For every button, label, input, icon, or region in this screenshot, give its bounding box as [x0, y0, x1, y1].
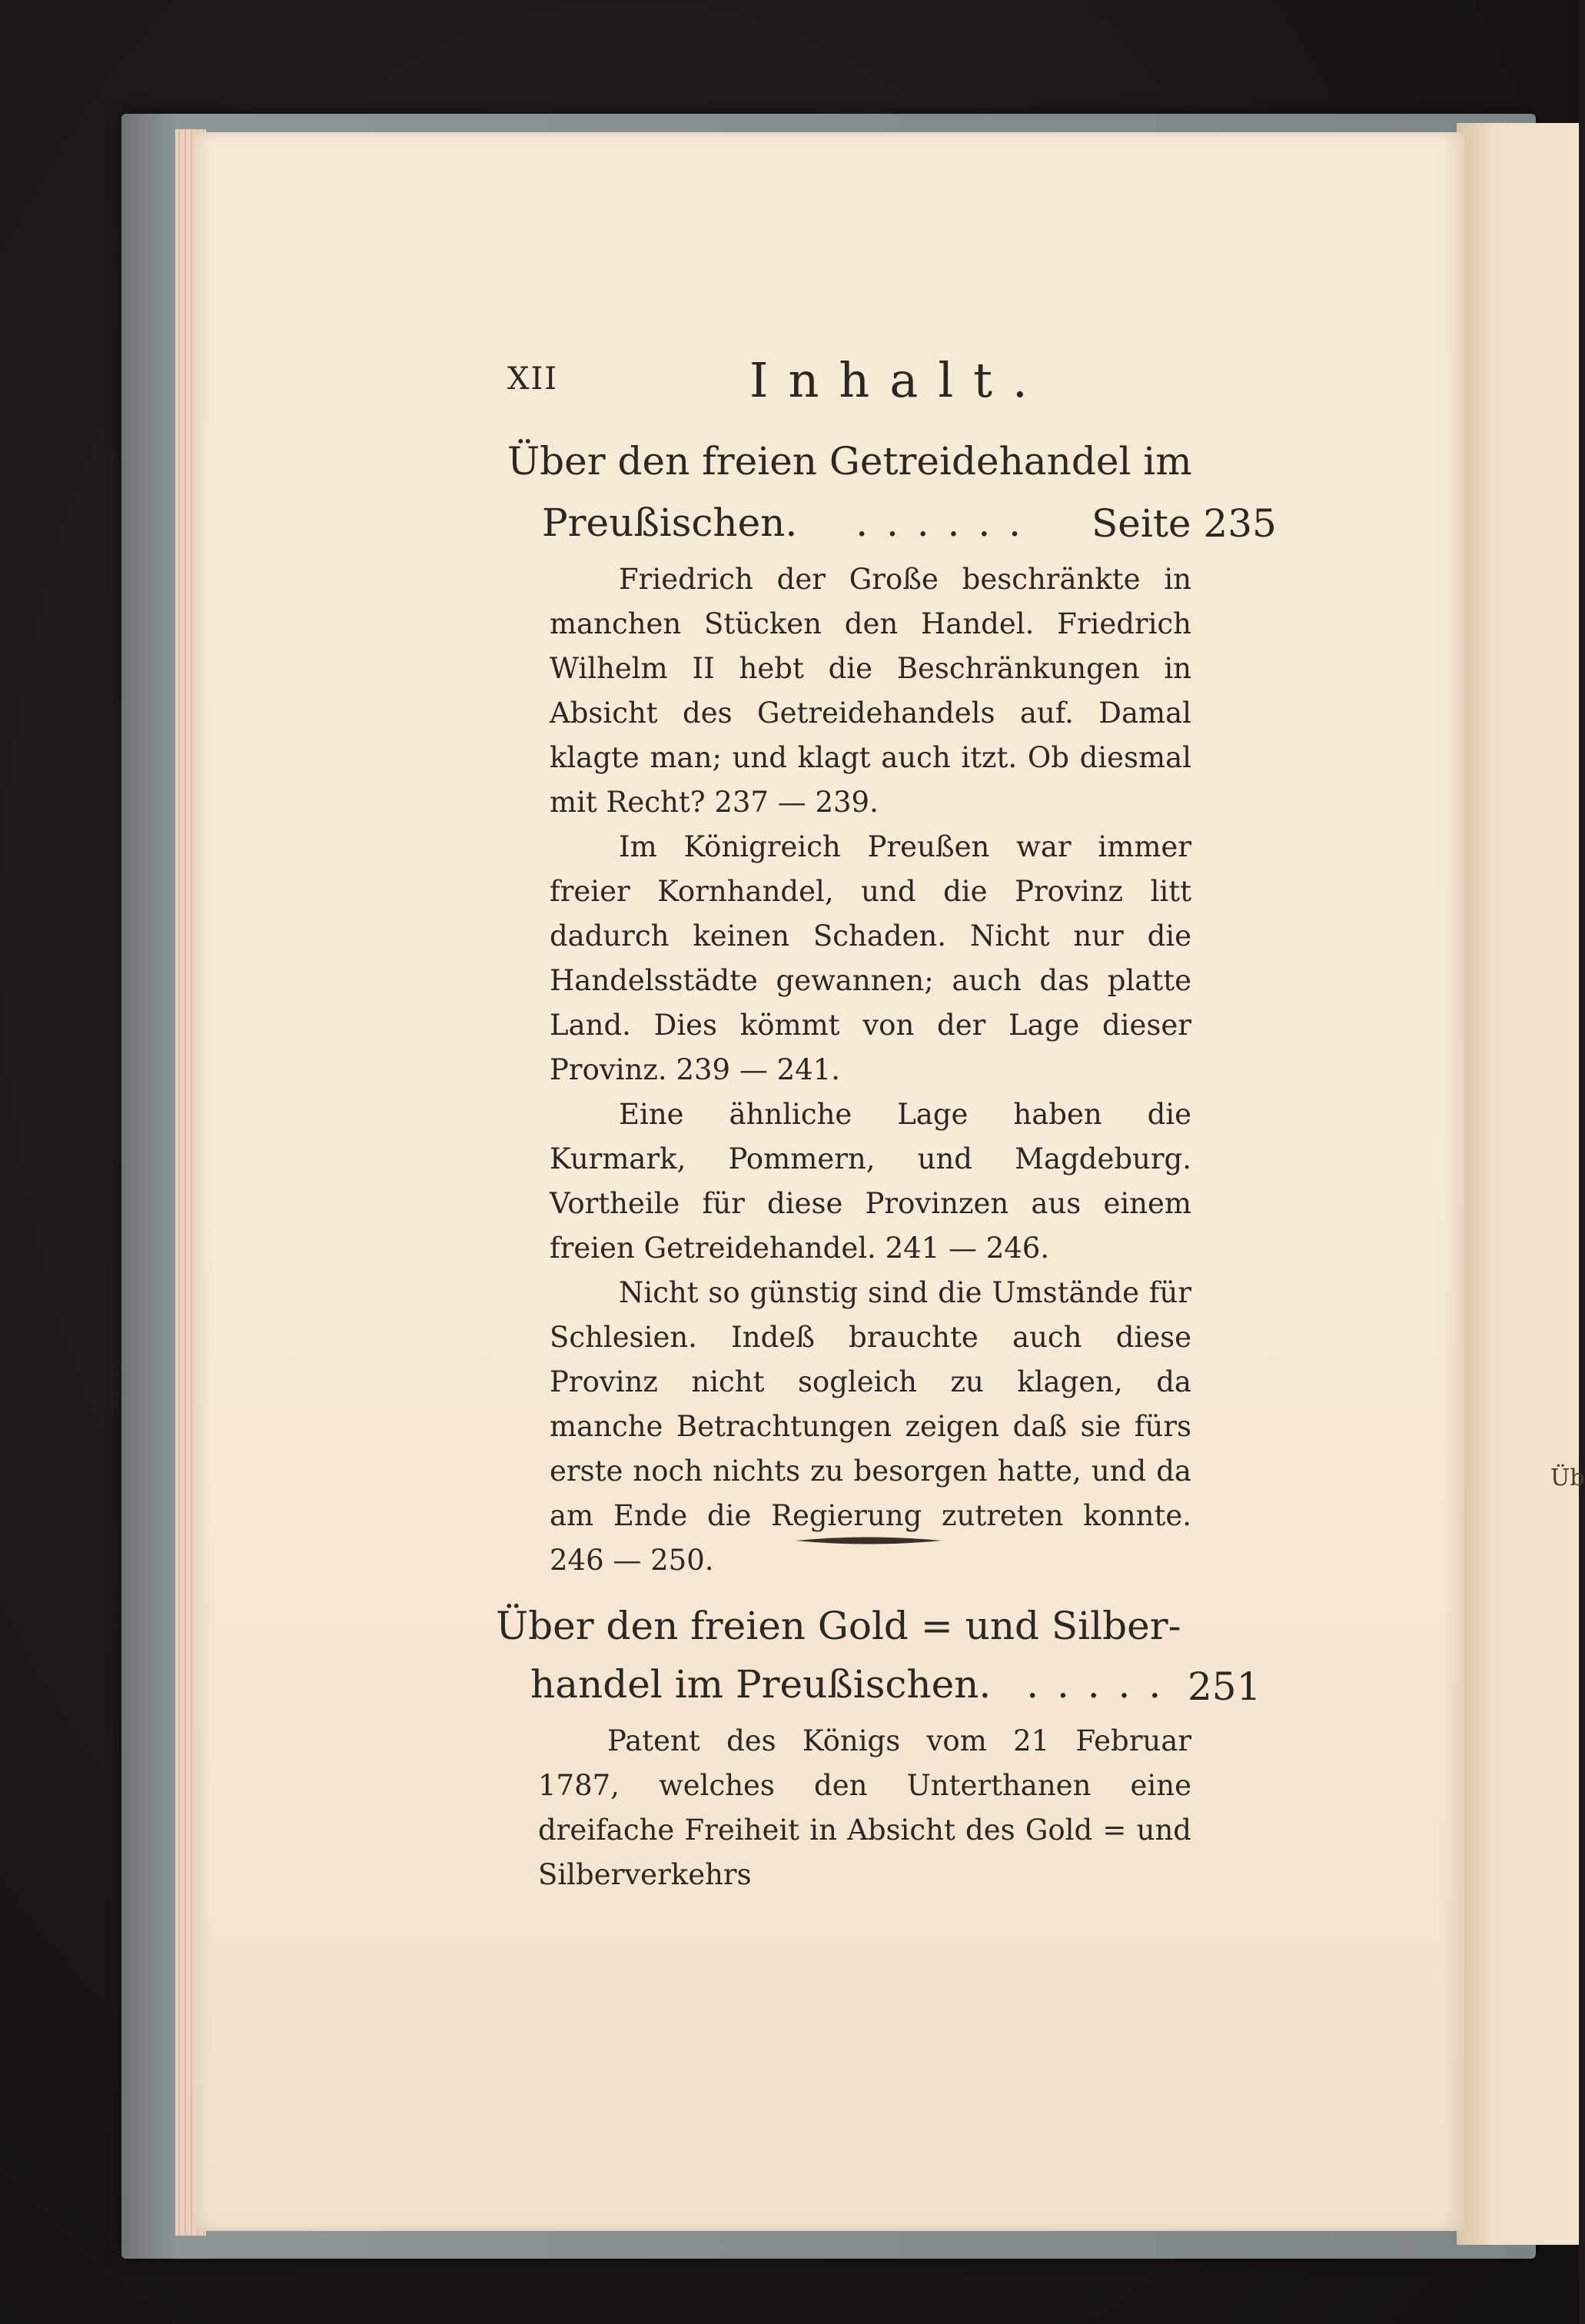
entry-title-line: Über den freien Getreidehandel im: [507, 439, 1192, 484]
section-divider-ornament: [796, 1535, 942, 1546]
leader-dots: . . . . . .: [856, 500, 1025, 545]
entry-title-text: handel im Preußischen.: [530, 1662, 992, 1707]
summary-paragraph: Eine ähnliche Lage haben die Kurmark, Pommern, und Magdeburg. Vortheile für diese Provinzen aus einem freien Getreidehandel. 241 — 246.: [550, 1098, 1191, 1265]
facing-page: [1457, 123, 1585, 2245]
entry-title-line: [530, 1657, 1164, 1711]
summary-paragraph: Patent des Königs vom 21 Februar 1787, welches den Unterthanen eine dreifache Freiheit in Absicht des Gold = und Silberverkehrs: [538, 1724, 1191, 1891]
summary-block: [550, 557, 1191, 1583]
entry-title-line: Über den freien Gold = und Silber-: [496, 1604, 1181, 1648]
page-reference: 251: [1188, 1664, 1261, 1709]
summary-paragraph: Nicht so günstig sind die Umstände für Schlesien. Indeß brauchte auch diese Provinz nicht sogleich zu klagen, da manche Betrachtungen zeigen daß sie fürs erste noch nichts zu besorgen hatte, und da am Ende die Regierung zutreten konnte. 246 — 250.: [550, 1276, 1191, 1577]
page-title: Inhalt.: [749, 352, 1048, 408]
summary-paragraph: Friedrich der Große beschränkte in manchen Stücken den Handel. Friedrich Wilhelm II hebt die Beschränkungen in Absicht des Getreidehandels auf. Damal klagte man; und klagt auch itzt. Ob diesmal mit Recht? 237 — 239.: [550, 563, 1191, 819]
summary-paragraph: Im Königreich Preußen war immer freier Kornhandel, und die Provinz litt dadurch keinen Schaden. Nicht nur die Handelsstädte gewannen; auch das platte Land. Dies kömmt von der Lage dieser Provinz. 239 — 241.: [550, 830, 1191, 1086]
page-number: XII: [507, 361, 559, 397]
leader-dots: . . . . .: [1026, 1662, 1165, 1707]
page-reference: Seite 235: [1092, 501, 1277, 546]
summary-block: [538, 1719, 1191, 1897]
facing-page-fragment: Üb: [1550, 1465, 1585, 1491]
entry-title-line: [542, 496, 1024, 550]
entry-title-text: Preußischen.: [542, 500, 798, 545]
